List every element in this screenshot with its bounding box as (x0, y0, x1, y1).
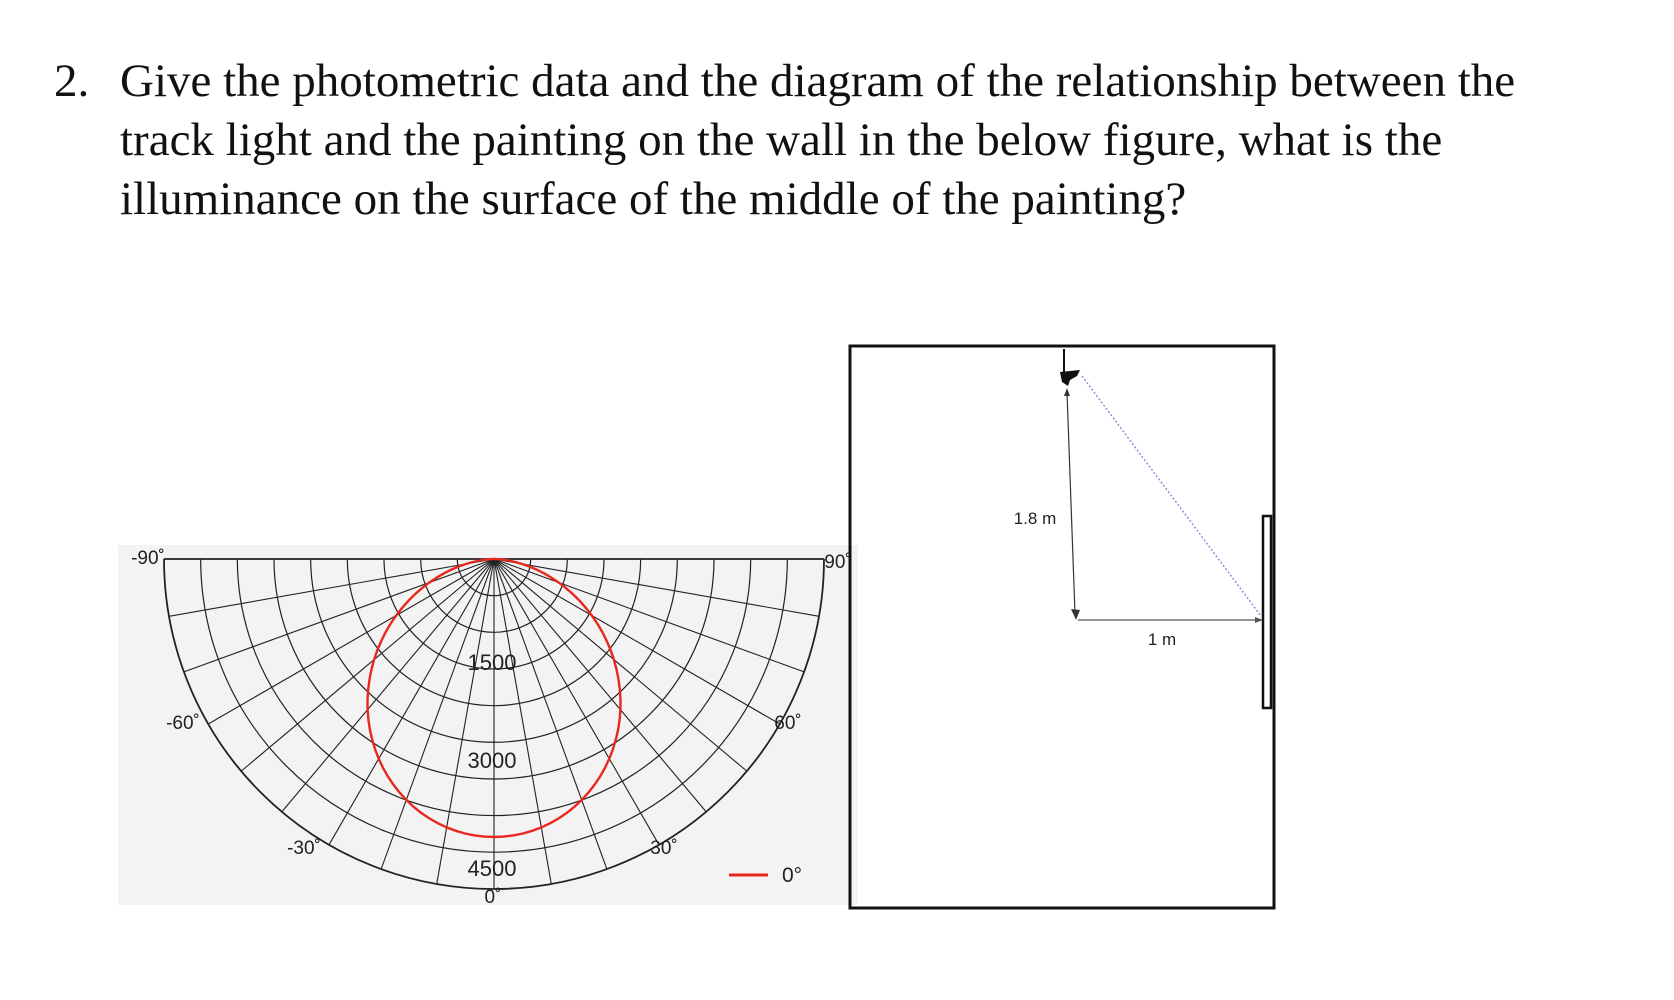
intensity-label-1500: 1500 (467, 650, 517, 675)
angle-label-zero: 0˚ (484, 887, 502, 908)
room-outline (850, 346, 1274, 908)
track-light-icon (1060, 370, 1080, 386)
intensity-label-4500: 4500 (467, 856, 517, 881)
angle-label-pos60: 60˚ (774, 713, 802, 734)
angle-label-pos30: 30˚ (650, 838, 678, 859)
legend-label: 0° (782, 864, 803, 887)
angle-label-neg60: -60˚ (166, 713, 200, 734)
distance-label: 1 m (1147, 630, 1177, 649)
intensity-label-3000: 3000 (467, 748, 517, 773)
light-ray-dotted (1082, 376, 1261, 616)
question-number: 2. (54, 55, 90, 107)
height-label: 1.8 m (1013, 509, 1057, 528)
angle-label-neg90: -90˚ (131, 548, 165, 569)
angle-label-pos90: 90˚ (824, 552, 852, 573)
angle-label-neg30: -30˚ (287, 838, 321, 859)
height-dimension-line (1067, 392, 1075, 614)
painting (1263, 516, 1271, 708)
height-arrow-bottom (1071, 609, 1080, 620)
height-arrow-top (1064, 388, 1070, 396)
question-text: Give the photometric data and the diagram of the relationship between the track light and the painting on the wall in the below figure, what is the illuminance on the surface of the middle of the painting? (120, 55, 1516, 225)
